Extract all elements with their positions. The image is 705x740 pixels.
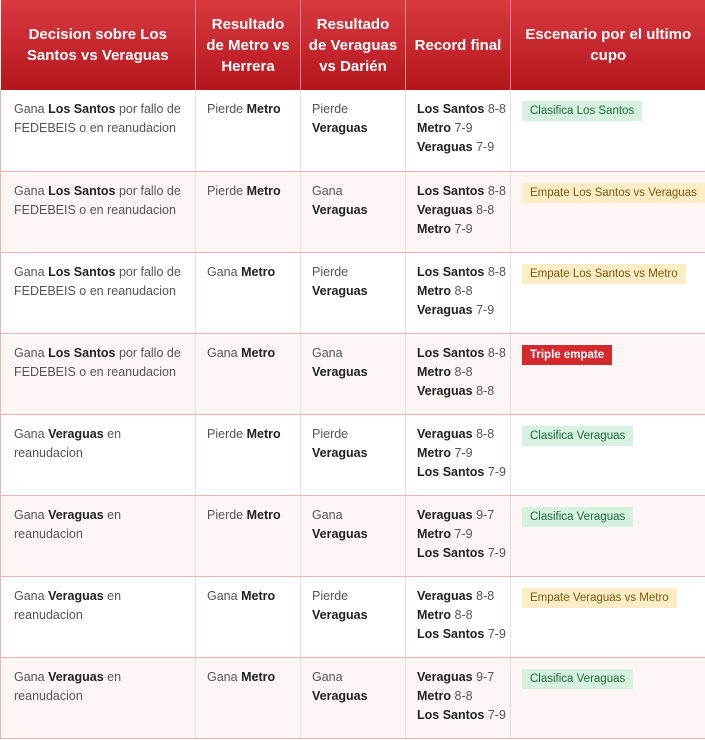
veraguas-result-team: Veraguas [312, 688, 368, 703]
record-line [417, 119, 504, 138]
decision-cell [1, 495, 196, 576]
decision-verb: Gana [14, 588, 45, 603]
decision-team: Los Santos [48, 102, 116, 116]
veraguas-result-team: Veraguas [312, 607, 368, 622]
scenario-cell [511, 414, 705, 495]
scenario-badge: Empate Los Santos vs Veraguas [522, 183, 705, 203]
table-row [1, 171, 705, 252]
record-line [417, 687, 504, 706]
record-team: Veraguas [417, 302, 473, 317]
veraguas-result-cell [301, 495, 406, 576]
record-line [417, 544, 504, 563]
decision-team: Los Santos [48, 264, 116, 279]
decision-cell [1, 333, 196, 414]
record-score: 8-8 [454, 283, 473, 298]
table-row [1, 657, 705, 738]
metro-result-cell [196, 414, 301, 495]
record-team: Metro [417, 121, 452, 135]
record-team: Metro [417, 364, 452, 379]
record-score: 9-7 [476, 669, 495, 684]
decision-team: Veraguas [48, 426, 104, 441]
decision-verb: Gana [14, 669, 45, 684]
record-team: Metro [417, 526, 452, 541]
decision-cell [1, 657, 196, 738]
veraguas-result-team: Veraguas [312, 283, 368, 298]
record-team: Veraguas [417, 588, 473, 603]
table-header [1, 0, 705, 90]
decision-detail: en reanudacion [14, 426, 122, 460]
table-row [1, 333, 705, 414]
veraguas-result-team: Veraguas [312, 364, 368, 379]
record-score: 8-8 [487, 102, 506, 116]
metro-result-cell [196, 90, 301, 171]
record-score: 8-8 [487, 345, 506, 360]
record-score: 7-9 [487, 545, 506, 560]
record-line [417, 282, 504, 301]
metro-result-cell [196, 576, 301, 657]
record-line [417, 606, 504, 625]
veraguas-result-verb: Pierde [312, 588, 349, 603]
metro-result-team: Metro [246, 507, 281, 522]
metro-result-verb: Gana [207, 669, 238, 684]
record-team: Los Santos [417, 464, 485, 479]
veraguas-result-cell [301, 333, 406, 414]
veraguas-result-verb: Gana [312, 507, 343, 522]
header-veraguas-result: Resultado de Veraguas vs Darién [301, 0, 406, 90]
metro-result-verb: Gana [207, 345, 238, 360]
record-score: 7-9 [487, 464, 506, 479]
scenario-badge: Empate Los Santos vs Metro [522, 264, 686, 284]
record-line [417, 220, 504, 239]
scenario-badge: Triple empate [522, 345, 612, 365]
scenario-cell [511, 576, 705, 657]
decision-detail: por fallo de FEDEBEIS o en reanudacion [14, 345, 181, 379]
decision-verb: Gana [14, 507, 45, 522]
metro-result-verb: Pierde [207, 507, 244, 522]
record-team: Veraguas [417, 383, 473, 398]
decision-detail: en reanudacion [14, 669, 122, 703]
metro-result-verb: Gana [207, 588, 238, 603]
veraguas-result-verb: Pierde [312, 426, 349, 441]
record-team: Los Santos [417, 102, 485, 116]
final-record-cell [406, 252, 511, 333]
decision-verb: Gana [14, 426, 45, 441]
metro-result-cell [196, 333, 301, 414]
scenario-badge: Clasifica Los Santos [522, 101, 642, 121]
veraguas-result-cell [301, 171, 406, 252]
final-record-cell [406, 90, 511, 171]
veraguas-result-team: Veraguas [312, 202, 368, 217]
record-line [417, 201, 504, 220]
scenario-cell [511, 252, 705, 333]
metro-result-cell [196, 495, 301, 576]
decision-cell [1, 576, 196, 657]
header-scenario: Escenario por el ultimo cupo [511, 0, 705, 90]
decision-verb: Gana [14, 264, 45, 279]
veraguas-result-verb: Pierde [312, 102, 349, 116]
metro-result-team: Metro [241, 345, 276, 360]
final-record-cell [406, 171, 511, 252]
veraguas-result-verb: Gana [312, 345, 343, 360]
record-line [417, 668, 504, 687]
decision-cell [1, 252, 196, 333]
record-team: Veraguas [417, 507, 473, 522]
table-row [1, 576, 705, 657]
record-line [417, 363, 504, 382]
record-line [417, 182, 504, 201]
scenario-badge: Clasifica Veraguas [522, 507, 633, 527]
record-team: Metro [417, 221, 452, 236]
record-line [417, 263, 504, 282]
final-record-cell [406, 576, 511, 657]
decision-cell [1, 171, 196, 252]
decision-team: Veraguas [48, 588, 104, 603]
record-score: 7-9 [487, 626, 506, 641]
record-team: Metro [417, 688, 452, 703]
record-score: 7-9 [454, 526, 473, 541]
scenario-badge: Clasifica Veraguas [522, 426, 633, 446]
decision-verb: Gana [14, 102, 45, 116]
record-line [417, 344, 504, 363]
veraguas-result-verb: Gana [312, 183, 343, 198]
scenario-badge: Clasifica Veraguas [522, 669, 633, 689]
scenario-badge: Empate Veraguas vs Metro [522, 588, 677, 608]
record-line [417, 463, 504, 482]
record-line [417, 506, 504, 525]
record-line [417, 425, 504, 444]
veraguas-result-team: Veraguas [312, 445, 368, 460]
record-team: Metro [417, 283, 452, 298]
table-row [1, 414, 705, 495]
metro-result-verb: Pierde [207, 183, 244, 198]
record-team: Veraguas [417, 202, 473, 217]
record-score: 8-8 [454, 688, 473, 703]
table-row [1, 252, 705, 333]
record-line [417, 301, 504, 320]
metro-result-team: Metro [246, 102, 281, 116]
record-score: 8-8 [487, 183, 506, 198]
scenario-cell [511, 495, 705, 576]
decision-team: Veraguas [48, 669, 104, 684]
veraguas-result-cell [301, 657, 406, 738]
veraguas-result-verb: Gana [312, 669, 343, 684]
record-line [417, 138, 504, 157]
veraguas-result-cell [301, 576, 406, 657]
table-row [1, 495, 705, 576]
metro-result-verb: Pierde [207, 426, 244, 441]
record-score: 7-9 [476, 140, 495, 154]
record-team: Veraguas [417, 140, 473, 154]
decision-team: Los Santos [48, 183, 116, 198]
decision-detail: por fallo de FEDEBEIS o en reanudacion [14, 264, 181, 298]
decision-team: Los Santos [48, 345, 116, 360]
scenario-cell [511, 171, 705, 252]
record-team: Los Santos [417, 626, 485, 641]
decision-detail: en reanudacion [14, 507, 122, 541]
record-team: Los Santos [417, 707, 485, 722]
decision-cell [1, 90, 196, 171]
metro-result-team: Metro [246, 426, 281, 441]
veraguas-result-cell [301, 252, 406, 333]
veraguas-result-team: Veraguas [312, 526, 368, 541]
record-team: Los Santos [417, 545, 485, 560]
record-line [417, 587, 504, 606]
metro-result-cell [196, 657, 301, 738]
record-team: Veraguas [417, 669, 473, 684]
record-line [417, 444, 504, 463]
record-score: 7-9 [454, 221, 473, 236]
record-score: 8-8 [454, 364, 473, 379]
scenario-cell [511, 657, 705, 738]
decision-detail: por fallo de FEDEBEIS o en reanudacion [14, 102, 181, 135]
record-score: 9-7 [476, 507, 495, 522]
record-score: 8-8 [476, 426, 495, 441]
record-score: 7-9 [454, 445, 473, 460]
final-record-cell [406, 657, 511, 738]
record-line [417, 382, 504, 401]
record-line [417, 100, 504, 119]
record-team: Metro [417, 445, 452, 460]
record-line [417, 625, 504, 644]
metro-result-cell [196, 171, 301, 252]
record-score: 8-8 [476, 383, 495, 398]
scenario-cell [511, 333, 705, 414]
record-team: Metro [417, 607, 452, 622]
decision-detail: por fallo de FEDEBEIS o en reanudacion [14, 183, 181, 217]
record-score: 7-9 [476, 302, 495, 317]
final-record-cell [406, 495, 511, 576]
record-score: 8-8 [487, 264, 506, 279]
header-metro-result: Resultado de Metro vs Herrera [196, 0, 301, 90]
metro-result-verb: Gana [207, 264, 238, 279]
record-score: 7-9 [454, 121, 473, 135]
metro-result-team: Metro [241, 588, 276, 603]
record-team: Los Santos [417, 183, 485, 198]
decision-detail: en reanudacion [14, 588, 122, 622]
veraguas-result-team: Veraguas [312, 121, 368, 135]
veraguas-result-cell [301, 90, 406, 171]
record-team: Veraguas [417, 426, 473, 441]
decision-cell [1, 414, 196, 495]
table-row [1, 90, 705, 171]
header-decision: Decision sobre Los Santos vs Veraguas [1, 0, 196, 90]
decision-verb: Gana [14, 183, 45, 198]
record-team: Los Santos [417, 264, 485, 279]
record-score: 8-8 [454, 607, 473, 622]
record-score: 8-8 [476, 202, 495, 217]
scenario-cell [511, 90, 705, 171]
record-score: 7-9 [487, 707, 506, 722]
record-score: 8-8 [476, 588, 495, 603]
record-line [417, 525, 504, 544]
metro-result-team: Metro [246, 183, 281, 198]
metro-result-team: Metro [241, 669, 276, 684]
record-team: Los Santos [417, 345, 485, 360]
header-final-record: Record final [406, 0, 511, 90]
header-row [1, 0, 705, 90]
table-body [1, 90, 705, 738]
final-record-cell [406, 333, 511, 414]
metro-result-cell [196, 252, 301, 333]
final-record-cell [406, 414, 511, 495]
veraguas-result-verb: Pierde [312, 264, 349, 279]
metro-result-team: Metro [241, 264, 276, 279]
metro-result-verb: Pierde [207, 102, 244, 116]
decision-team: Veraguas [48, 507, 104, 522]
veraguas-result-cell [301, 414, 406, 495]
record-line [417, 706, 504, 725]
decision-verb: Gana [14, 345, 45, 360]
